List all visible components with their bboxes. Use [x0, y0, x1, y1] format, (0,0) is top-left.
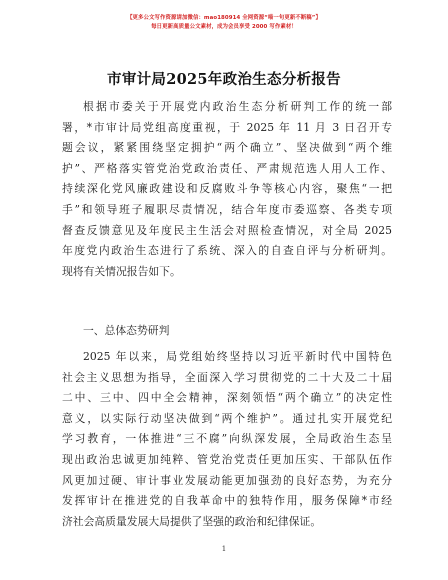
page-number: 1: [221, 545, 227, 553]
promo-banner-line-1: 【更多公文写作资源请加微信：mao180914 全网资源“喵一句更新不断稿”】: [127, 15, 321, 21]
paragraph-line: 持续深化党风廉政建设和反腐败斗争等核心内容，聚焦“一把: [62, 182, 392, 196]
promo-banner-line-2: 每日更新高质量公文素材，成为会员享受 2000 写作素材！: [151, 24, 297, 30]
paragraph-line: 现将有关情况报告如下。: [62, 264, 181, 278]
paragraph-line: 年度党内政治生态进行了系统、深入的自查自评与分析研判。: [62, 244, 392, 258]
paragraph-line: 学习教育，一体推进“三不腐”向纵深发展，全局政治生态呈: [62, 432, 392, 446]
paragraph-line: 二中、三中、四中全会精神，深刻领悟“两个确立”的决定性: [62, 391, 392, 405]
paragraph-line: 发挥审计在推进党的自我革命中的独特作用，服务保障*市经: [62, 494, 392, 508]
paragraph-line: 社会主义思想为指导，全面深入学习贯彻党的二十大及二十届: [62, 370, 392, 384]
paragraph-line: 意义，以实际行动坚决做到“两个维护”。通过扎实开展党纪: [62, 411, 392, 425]
paragraph-line: 根据市委关于开展党内政治生态分析研判工作的统一部: [83, 100, 392, 113]
paragraph-line: 2025 年以来，局党组始终坚持以习近平新时代中国特色: [83, 350, 392, 363]
paragraph-line: 手”和领导班子履职尽责情况，结合年度市委巡察、各类专项: [62, 202, 392, 216]
section-heading-overall-situation: 一、总体态势研判: [83, 324, 170, 337]
paragraph-intro: [62, 97, 392, 282]
paragraph-line: 济社会高质量发展大局提供了坚强的政治和纪律保证。: [62, 514, 322, 528]
paragraph-overall-situation: [62, 347, 392, 532]
paragraph-line: 督查反馈意见及年度民主生活会对照检查情况，对全局 2025: [62, 223, 392, 237]
paragraph-line: 风更加过硬、审计事业发展动能更加强劲的良好态势，为充分: [62, 473, 392, 487]
paragraph-line: 题会议，紧紧围绕坚定拥护“两个确立”、坚决做到“两个维: [62, 141, 392, 155]
document-title: 市审计局2025年政治生态分析报告: [107, 71, 341, 88]
paragraph-line: 护”、严格落实管党治党政治责任、严肃规范选人用人工作、: [62, 161, 392, 175]
paragraph-line: 署，*市审计局党组高度重视，于 2025 年 11 月 3 日召开专: [62, 120, 392, 134]
paragraph-line: 现出政治忠诚更加纯粹、管党治党责任更加压实、干部队伍作: [62, 452, 392, 466]
